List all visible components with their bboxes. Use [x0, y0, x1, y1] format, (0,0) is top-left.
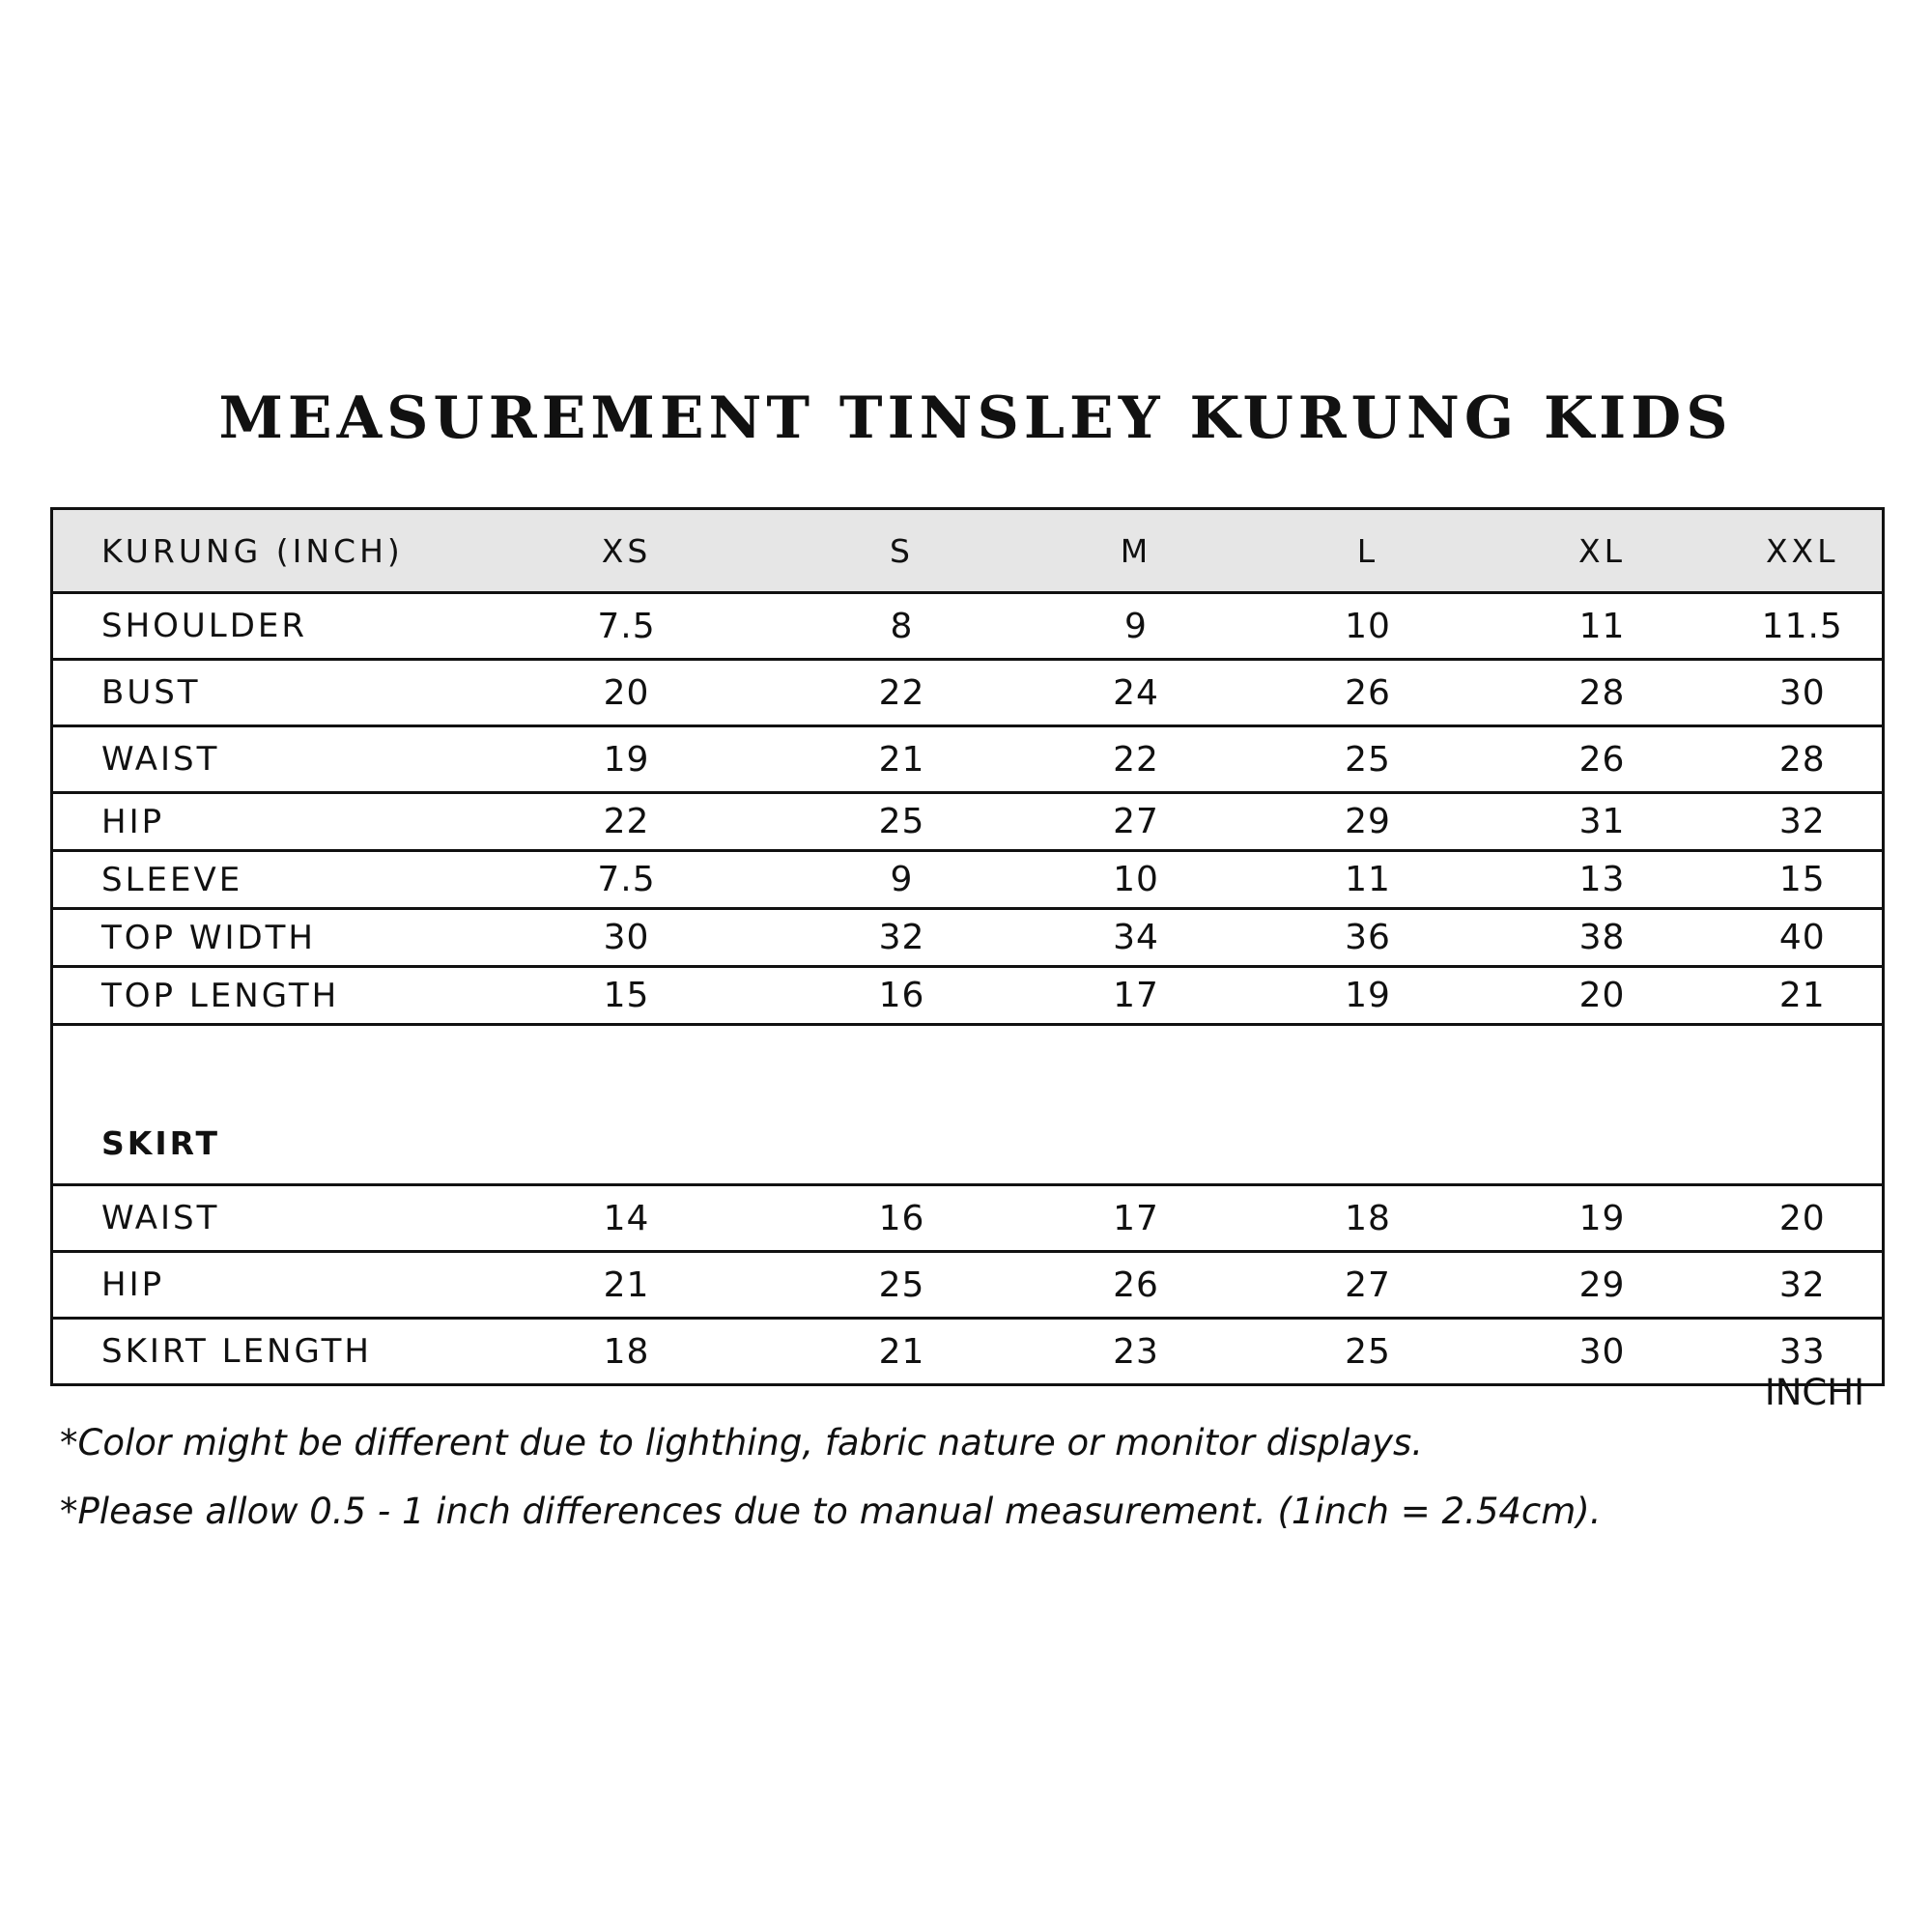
cell-value: 32: [1723, 1252, 1884, 1319]
size-chart-table: [50, 507, 1885, 1386]
row-label: BUST: [52, 660, 468, 726]
cell-value: 7.5: [468, 851, 786, 909]
cell-value: 9: [1018, 593, 1255, 660]
cell-value: 29: [1255, 793, 1482, 851]
row-label: HIP: [52, 793, 468, 851]
cell-value: 34: [1018, 909, 1255, 967]
cell-value: 20: [1723, 1185, 1884, 1252]
cell-value: 18: [468, 1319, 786, 1385]
row-label: SKIRT LENGTH: [52, 1319, 468, 1385]
cell-value: 14: [468, 1185, 786, 1252]
cell-value: 21: [1723, 967, 1884, 1025]
cell-value: 25: [786, 1252, 1018, 1319]
cell-value: 40: [1723, 909, 1884, 967]
cell-value: 25: [1255, 1319, 1482, 1385]
cell-value: 27: [1018, 793, 1255, 851]
row-label: HIP: [52, 1252, 468, 1319]
cell-value: 27: [1255, 1252, 1482, 1319]
size-header-l: L: [1255, 509, 1482, 593]
cell-value: 33: [1723, 1319, 1884, 1385]
cell-value: 23: [1018, 1319, 1255, 1385]
cell-value: 8: [786, 593, 1018, 660]
cell-value: 19: [1255, 967, 1482, 1025]
row-label: WAIST: [52, 1185, 468, 1252]
cell-value: 13: [1482, 851, 1723, 909]
cell-value: 15: [468, 967, 786, 1025]
cell-value: 38: [1482, 909, 1723, 967]
table-row-top-width: [52, 909, 1884, 967]
page-title: MEASUREMENT TINSLEY KURUNG KIDS: [218, 384, 1733, 452]
cell-value: 21: [468, 1252, 786, 1319]
cell-value: 20: [1482, 967, 1723, 1025]
row-label: WAIST: [52, 726, 468, 793]
cell-value: 21: [786, 1319, 1018, 1385]
size-header-xl: XL: [1482, 509, 1723, 593]
cell-value: 36: [1255, 909, 1482, 967]
cell-value: 7.5: [468, 593, 786, 660]
row-label: SHOULDER: [52, 593, 468, 660]
row-label: TOP WIDTH: [52, 909, 468, 967]
cell-value: 32: [786, 909, 1018, 967]
cell-value: 18: [1255, 1185, 1482, 1252]
cell-value: 9: [786, 851, 1018, 909]
size-header-s: S: [786, 509, 1018, 593]
cell-value: 31: [1482, 793, 1723, 851]
cell-value: 11.5: [1723, 593, 1884, 660]
cell-value: 16: [786, 1185, 1018, 1252]
cell-value: 30: [1482, 1319, 1723, 1385]
cell-value: 28: [1723, 726, 1884, 793]
measurement-disclaimer-note: *Please allow 0.5 - 1 inch differences due to manual measurement. (1inch = 2.54cm).: [60, 1491, 1602, 1532]
cell-value: 10: [1255, 593, 1482, 660]
cell-value: 11: [1255, 851, 1482, 909]
cell-value: 22: [1018, 726, 1255, 793]
cell-value: 17: [1018, 1185, 1255, 1252]
cell-value: 11: [1482, 593, 1723, 660]
cell-value: 16: [786, 967, 1018, 1025]
cell-value: 24: [1018, 660, 1255, 726]
cell-value: 30: [468, 909, 786, 967]
unit-label: INCHI: [1764, 1372, 1864, 1413]
cell-value: 32: [1723, 793, 1884, 851]
cell-value: 25: [786, 793, 1018, 851]
row-label: SLEEVE: [52, 851, 468, 909]
cell-value: 26: [1482, 726, 1723, 793]
cell-value: 25: [1255, 726, 1482, 793]
cell-value: 17: [1018, 967, 1255, 1025]
skirt-section-row: [52, 1025, 1884, 1185]
cell-value: 28: [1482, 660, 1723, 726]
row-label: TOP LENGTH: [52, 967, 468, 1025]
cell-value: 21: [786, 726, 1018, 793]
table-row-sleeve: [52, 851, 1884, 909]
size-header-m: M: [1018, 509, 1255, 593]
cell-value: 10: [1018, 851, 1255, 909]
size-header-xxl: XXL: [1723, 509, 1884, 593]
table-header-row: [52, 509, 1884, 593]
cell-value: 22: [468, 793, 786, 851]
color-disclaimer-note: *Color might be different due to lighthing, fabric nature or monitor displays.: [60, 1422, 1424, 1463]
cell-value: 20: [468, 660, 786, 726]
cell-value: 19: [468, 726, 786, 793]
table-row-skirt-length: [52, 1319, 1884, 1385]
cell-value: 22: [786, 660, 1018, 726]
table-row-shoulder: [52, 593, 1884, 660]
header-label: KURUNG (INCH): [52, 509, 468, 593]
table-row-waist: [52, 726, 1884, 793]
cell-value: 26: [1018, 1252, 1255, 1319]
section-heading-skirt: SKIRT: [52, 1025, 1884, 1185]
cell-value: 29: [1482, 1252, 1723, 1319]
cell-value: 30: [1723, 660, 1884, 726]
table-row-skirt-waist: [52, 1185, 1884, 1252]
cell-value: 15: [1723, 851, 1884, 909]
cell-value: 19: [1482, 1185, 1723, 1252]
table-row-bust: [52, 660, 1884, 726]
cell-value: 26: [1255, 660, 1482, 726]
table-row-skirt-hip: [52, 1252, 1884, 1319]
table-row-top-length: [52, 967, 1884, 1025]
size-header-xs: XS: [468, 509, 786, 593]
table-row-hip: [52, 793, 1884, 851]
